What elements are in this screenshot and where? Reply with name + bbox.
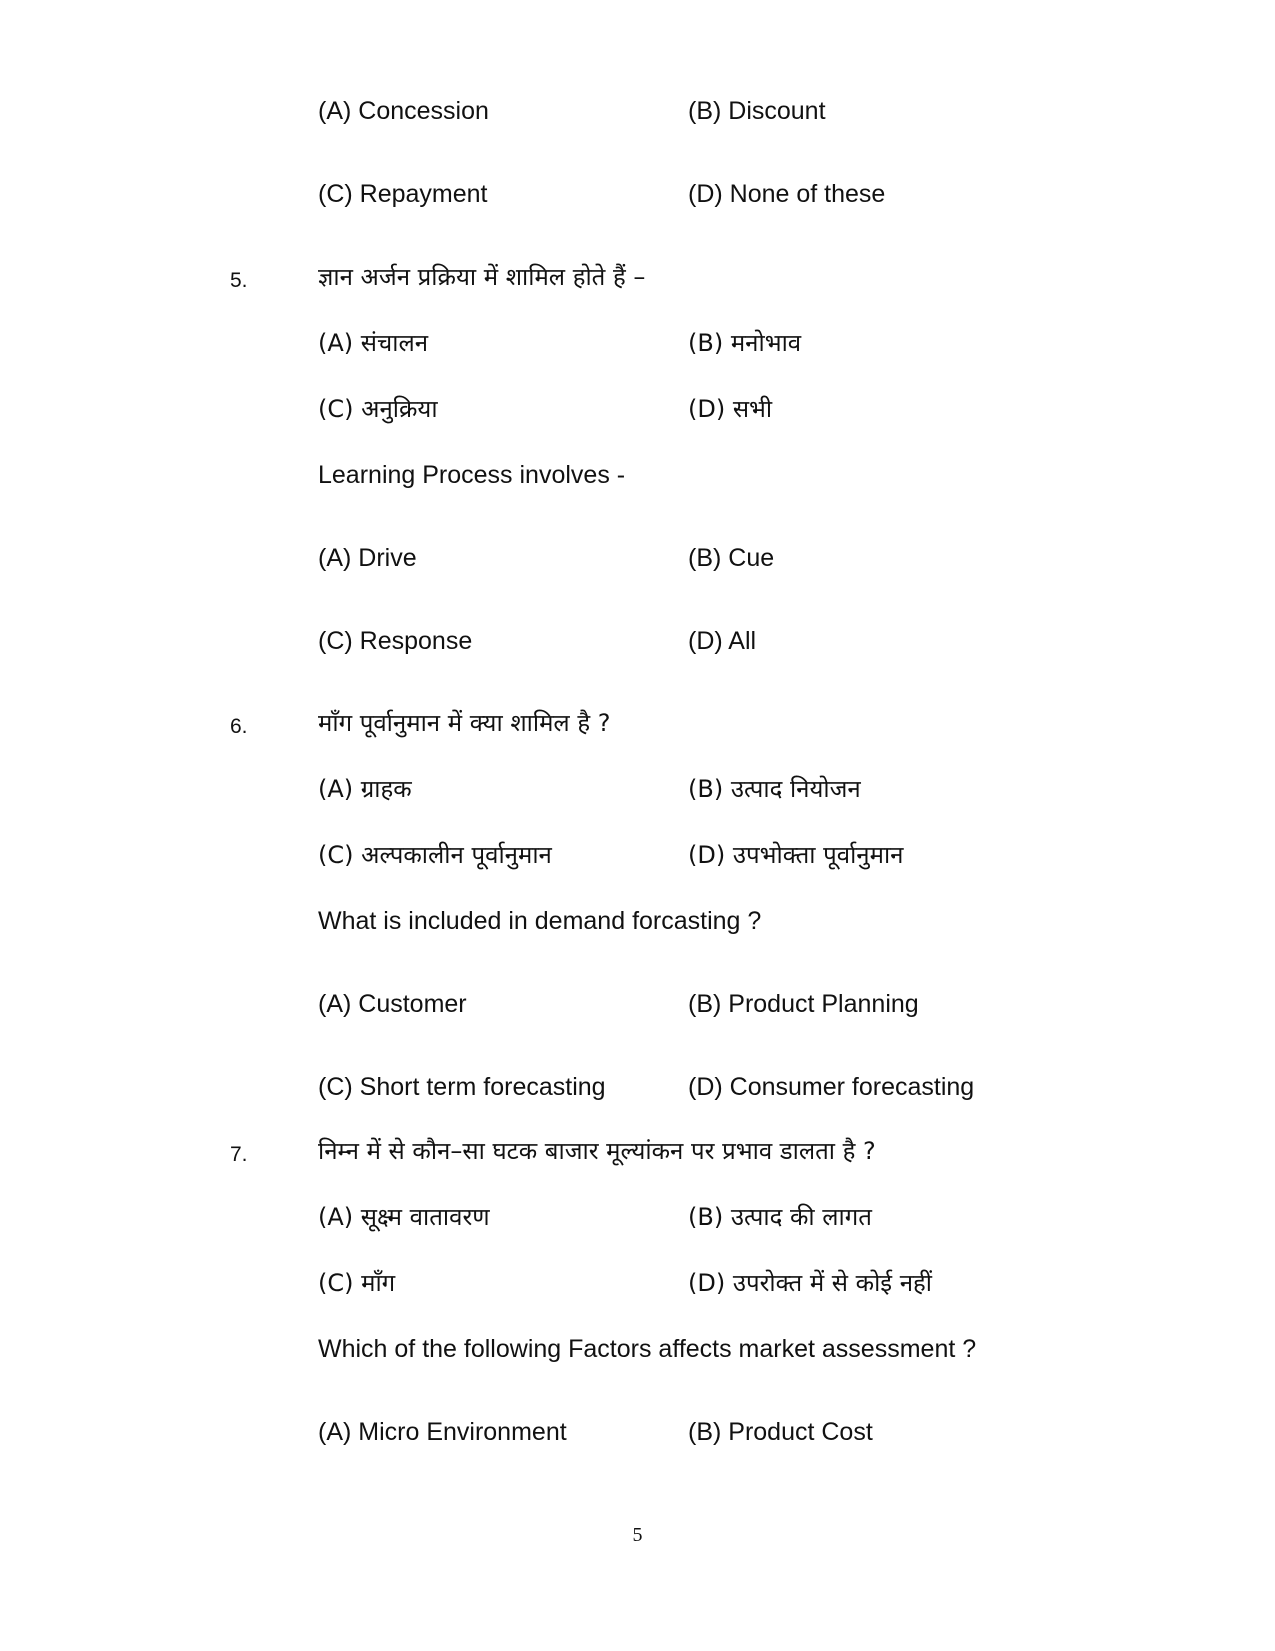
- q5-option-d-hindi: (D) सभी: [688, 395, 773, 423]
- q5-option-b-hindi: (B) मनोभाव: [688, 329, 802, 357]
- q5-option-c: (C) Response: [318, 627, 473, 655]
- q5-option-a: (A) Drive: [318, 544, 417, 572]
- q6-option-b: (B) Product Planning: [688, 990, 919, 1018]
- q7-question-english: Which of the following Factors affects market assessment ?: [318, 1335, 977, 1363]
- q4-option-b: (B) Discount: [688, 97, 826, 125]
- q7-option-a: (A) Micro Environment: [318, 1418, 567, 1446]
- q7-option-b: (B) Product Cost: [688, 1418, 873, 1446]
- q6-option-b-hindi: (B) उत्पाद नियोजन: [688, 775, 861, 803]
- q6-number: 6.: [230, 715, 248, 738]
- q6-option-a: (A) Customer: [318, 990, 467, 1018]
- q4-option-d: (D) None of these: [688, 180, 886, 208]
- q6-option-d-hindi: (D) उपभोक्ता पूर्वानुमान: [688, 841, 904, 869]
- q5-number: 5.: [230, 269, 248, 292]
- q6-question-hindi: माँग पूर्वानुमान में क्या शामिल है ?: [318, 709, 611, 737]
- q6-option-a-hindi: (A) ग्राहक: [318, 775, 412, 803]
- q5-option-c-hindi: (C) अनुक्रिया: [318, 395, 438, 423]
- q5-option-d: (D) All: [688, 627, 757, 655]
- q5-question-hindi: ज्ञान अर्जन प्रक्रिया में शामिल होते हैं –: [318, 263, 646, 291]
- q7-option-d-hindi: (D) उपरोक्त में से कोई नहीं: [688, 1269, 932, 1297]
- q4-option-c: (C) Repayment: [318, 180, 488, 208]
- q7-option-b-hindi: (B) उत्पाद की लागत: [688, 1203, 872, 1231]
- page-number: 5: [632, 1524, 643, 1546]
- q6-option-d: (D) Consumer forecasting: [688, 1073, 975, 1101]
- q7-question-hindi: निम्न में से कौन–सा घटक बाजार मूल्यांकन पर प्रभाव डालता है ?: [318, 1137, 876, 1165]
- q5-question-english: Learning Process involves -: [318, 461, 626, 489]
- q7-option-a-hindi: (A) सूक्ष्म वातावरण: [318, 1203, 490, 1231]
- q5-option-a-hindi: (A) संचालन: [318, 329, 429, 357]
- q7-option-c-hindi: (C) माँग: [318, 1269, 396, 1297]
- q6-option-c-hindi: (C) अल्पकालीन पूर्वानुमान: [318, 841, 552, 869]
- q6-question-english: What is included in demand forcasting ?: [318, 907, 762, 935]
- q6-option-c: (C) Short term forecasting: [318, 1073, 606, 1101]
- q5-option-b: (B) Cue: [688, 544, 775, 572]
- q7-number: 7.: [230, 1143, 248, 1166]
- q4-option-a: (A) Concession: [318, 97, 489, 125]
